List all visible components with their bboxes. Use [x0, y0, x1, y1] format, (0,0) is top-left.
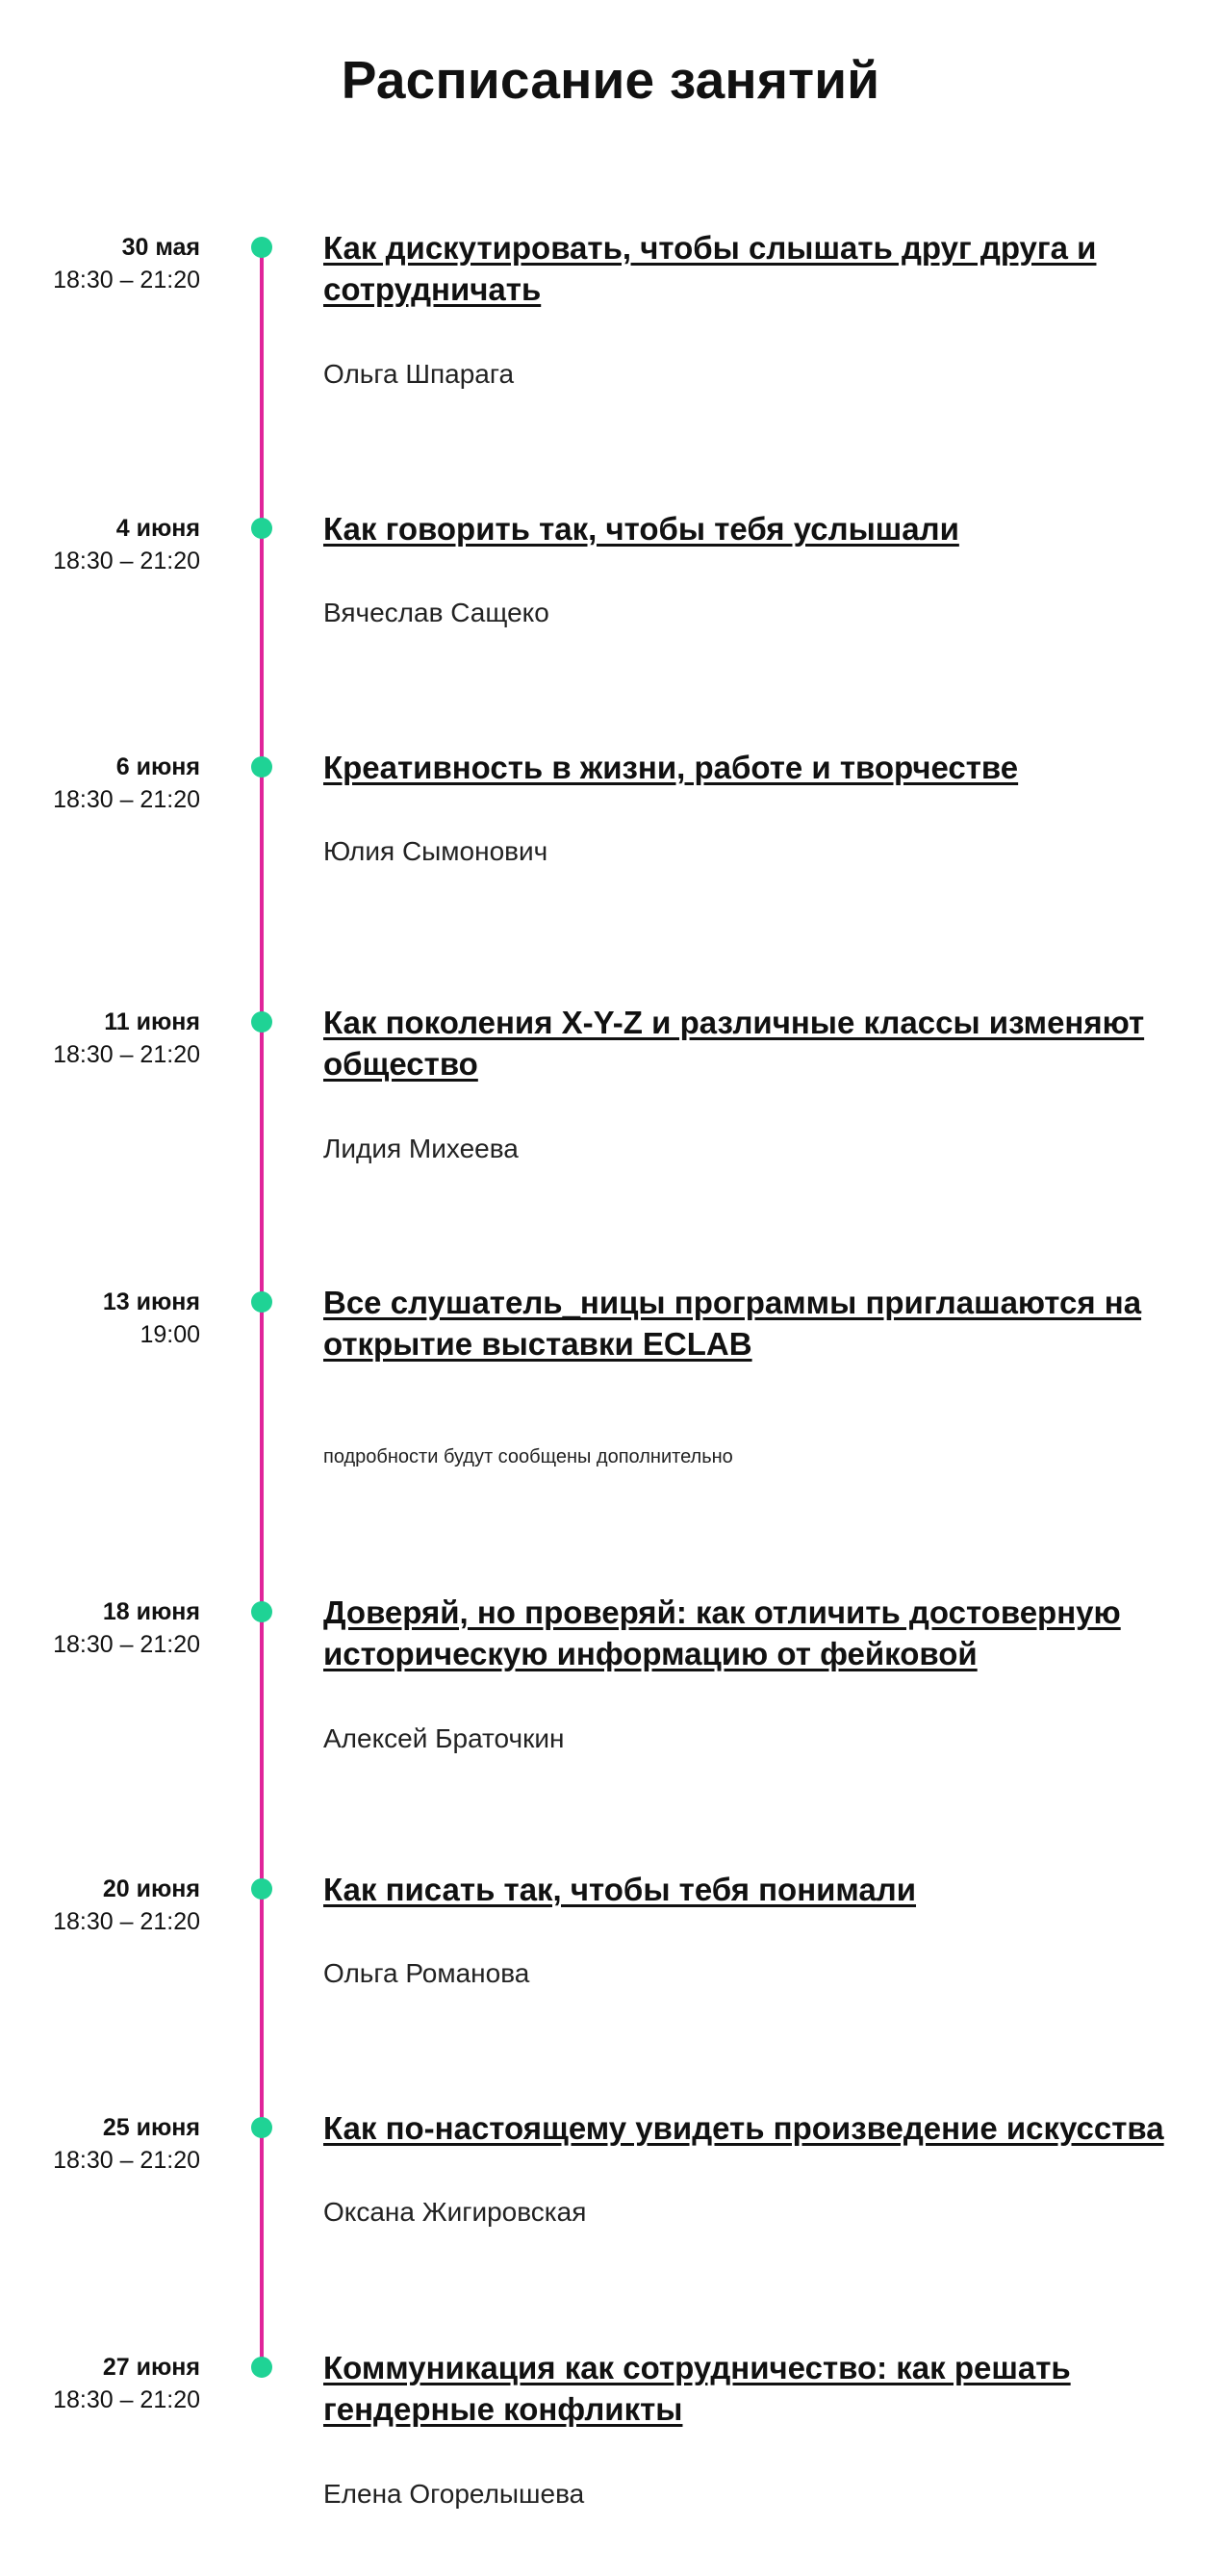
event-time: 18:30 – 21:20	[53, 548, 200, 574]
event-date: 11 июня	[104, 1008, 200, 1035]
timeline-dot-icon	[251, 1601, 272, 1622]
event-speaker: Ольга Шпарага	[323, 359, 515, 389]
event-speaker: Вячеслав Сащеко	[323, 598, 549, 627]
event-speaker: Оксана Жигировская	[323, 2197, 587, 2227]
event-title-link[interactable]: Коммуникация как сотрудничество: как решать гендерные конфликты	[323, 2350, 1071, 2427]
timeline-dot-icon	[251, 756, 272, 778]
event-speaker: Ольга Романова	[323, 1958, 530, 1988]
event-note: подробности будут сообщены дополнительно	[323, 1446, 733, 1467]
timeline-dot-icon	[251, 2117, 272, 2138]
timeline-dot-icon	[251, 1291, 272, 1313]
timeline-dot-icon	[251, 518, 272, 539]
event-time: 18:30 – 21:20	[53, 1631, 200, 1658]
event-time: 19:00	[140, 1321, 200, 1348]
event-date: 27 июня	[102, 2354, 200, 2381]
event-speaker: Алексей Браточкин	[323, 1723, 565, 1753]
event-date: 6 июня	[115, 753, 200, 780]
timeline-dot-icon	[251, 1878, 272, 1900]
event-title-link[interactable]: Как говорить так, чтобы тебя услышали	[323, 511, 959, 547]
event-speaker: Юлия Сымонович	[323, 836, 548, 866]
event-time: 18:30 – 21:20	[53, 2147, 200, 2174]
event-title-link[interactable]: Креативность в жизни, работе и творчестве	[323, 750, 1019, 785]
event-date: 13 июня	[102, 1288, 200, 1315]
event-title-link[interactable]: Как поколения X-Y-Z и различные классы изменяют общество	[323, 1005, 1145, 1082]
event-time: 18:30 – 21:20	[53, 267, 200, 293]
event-title-link[interactable]: Как писать так, чтобы тебя понимали	[323, 1872, 917, 1907]
event-time: 18:30 – 21:20	[53, 1041, 200, 1068]
timeline-dot-icon	[251, 2357, 272, 2378]
event-date: 30 мая	[121, 234, 200, 261]
event-time: 18:30 – 21:20	[53, 1908, 200, 1935]
event-speaker: Лидия Михеева	[323, 1134, 519, 1163]
event-title-link[interactable]: Все слушатель_ницы программы приглашаются на открытие выставки ECLAB	[323, 1285, 1142, 1362]
page-title: Расписание занятий	[341, 50, 880, 110]
event-title-link[interactable]: Доверяй, но проверяй: как отличить достоверную историческую информацию от фейковой	[323, 1594, 1121, 1671]
timeline-dot-icon	[251, 1011, 272, 1033]
event-title-link[interactable]: Как по-настоящему увидеть произведение искусства	[323, 2110, 1164, 2146]
event-date: 20 июня	[102, 1875, 200, 1902]
event-date: 25 июня	[102, 2114, 200, 2141]
timeline-dot-icon	[251, 237, 272, 258]
event-date: 4 июня	[115, 515, 200, 542]
event-title-link[interactable]: Как дискутировать, чтобы слышать друг друга и сотрудничать	[323, 230, 1097, 307]
event-date: 18 июня	[102, 1598, 200, 1625]
event-time: 18:30 – 21:20	[53, 786, 200, 813]
event-time: 18:30 – 21:20	[53, 2386, 200, 2413]
event-speaker: Елена Огорелышева	[323, 2479, 585, 2509]
